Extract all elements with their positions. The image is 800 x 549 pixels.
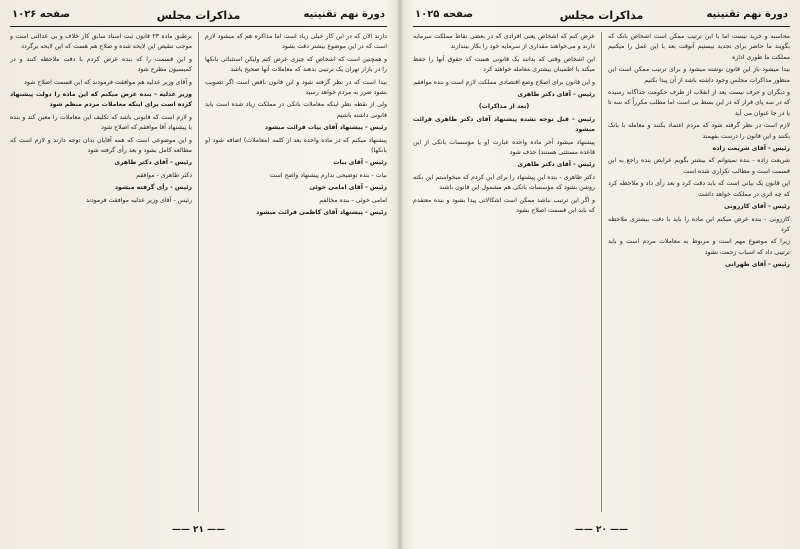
paragraph: و این قانون برای اصلاح وضع اقتصادی مملکت لازم است و بنده موافقم: [413, 78, 595, 86]
page-label: صفحه ۱۰۲۵: [415, 9, 474, 20]
journal-title: دورة نهم تقنینیه: [303, 9, 385, 20]
speaker-line: وزیر عدلیه - بنده عرض میکنم که این ماده را دولت پیشنهاد کرده است برای اینکه معاملات مردم منظم شود: [10, 91, 192, 109]
paragraph: شریعت زاده - بنده نمیتوانم که بیشتر بگویم عرایض بنده راجع به این قسمت است و مطالب تکراری شده است: [608, 157, 790, 175]
paragraph: دارند الان که در این کار خیلی زیاد است اما مذاکره هم که میشود لازم است که در این موضوع بیشتر دقت بشود: [205, 33, 387, 51]
paragraph: و اگر این ترتیب نباشد ممکن است اشکالاتی پیدا بشود و بنده معتقدم که باید این قسمت اصلاح بشود: [413, 196, 595, 215]
paragraph: عرض کنم که اشخاص یعنی افرادی که در بعضی نقاط مملکت سرمایه دارند و می‌خواهند مقداری از سرمایه خود را بکار بیندازند: [413, 33, 595, 51]
paragraph: این قانون یک بیانی است که باید دقت کرد و بعد رأی داد و ملاحظه کرد که چه اثری در مملکت خواهد داشت: [608, 180, 790, 198]
right-page-header: [415, 9, 788, 27]
right-page-column-right: [608, 32, 790, 514]
speaker-line: رئیس - آقای دکتر طاهری: [517, 161, 595, 169]
speaker-line: رئیس - آقای دکتر طاهری: [517, 91, 595, 99]
speaker-line: رئیس - آقای دکتر طاهری: [114, 159, 192, 167]
header-rule: [10, 26, 387, 27]
paragraph: بیدا است که در نظر گرفته شود و این قانون ناقص است اگر تصویب بشود ضرر به مردم خواهد رسید: [205, 78, 387, 97]
paragraph: بیدا میشود باز این قانون نوشته میشود و برای ترتیب ممکن است این منظور مذاکرات مجلس وجود داشته باشد از آن پیدا بکنیم: [608, 66, 790, 84]
left-page-column-right: [205, 32, 387, 514]
paragraph: زیرا که موضوع مهم است و مربوط به معاملات مردم است و باید ترتیبی داد که اسباب زحمت نشود: [608, 238, 790, 256]
paragraph: و آقای وزیر عدلیه هم موافقت فرمودند که این قسمت اصلاح شود: [24, 78, 192, 86]
paragraph: ولی از نقطه نظر اینکه معاملات بانکی در مملکت زیاد شده است باید قانونی داشته باشیم: [205, 101, 387, 119]
page-title: مذاکرات مجلس: [559, 9, 644, 22]
page-label: صفحه ۱۰۲۶: [12, 9, 71, 20]
paragraph: پیشنهاد میشود آخر ماده واحده عبارت (و یا مؤسسات بانکی از این قاعده مستثنی هستند) حذف شود: [413, 138, 595, 157]
speaker-line: رئیس - آقای طهرانی: [725, 261, 790, 269]
speaker-line: رئیس - آقای شریعت زاده: [712, 145, 790, 153]
paragraph: و لازم است که قانونی باشد که تکلیف این معاملات را معین کند و بنده با پیشنهاد آقا موافقم که اصلاح شود: [10, 113, 192, 132]
speaker-line: رئیس - پیشنهاد آقای کاظمی قرائت میشود: [256, 209, 387, 217]
journal-title: دورة نهم تقنينیه: [706, 9, 788, 20]
right-page-column-left: [413, 32, 595, 514]
paragraph: این اشخاص وقتی که بدانند یک قانونی هست که حقوق آنها را حفظ میکند با اطمینان بیشتری معامله خواهند کرد: [413, 55, 595, 74]
page-footer: —— ۲۱ ——: [171, 525, 226, 535]
paragraph: بیات - بنده توضیحی ندارم پیشنهاد واضح است: [269, 171, 387, 179]
paragraph: و دیگران و حرف نیست بعد از انقلاب از طرف حکومت جداگانه رسیده که در سه پای قرار که در این بسط بی است اما مطلب مکرراً که سه تا یا در جا عنوان می آید: [608, 89, 790, 117]
speaker-line: رئیس - آقای امامی خوئی: [309, 184, 387, 192]
paragraph: و همچنین است که اشخاص که چیزی عرض کنم ولیکن استثنائی بانکها را در بازار تهران یک ترتیبی بدهند که معاملات آنها صحیح باشد: [205, 55, 387, 74]
page-number: ۲۱: [193, 525, 204, 535]
header-rule: [413, 26, 790, 27]
paragraph: و این قسمت را که بنده عرض کردم با دقت ملاحظه کنند و در کمیسیون مطرح شود: [10, 55, 192, 74]
speaker-line: رئیس - رأی گرفته میشود: [114, 184, 192, 192]
parenthetical-note: (بعد از مذاکرات): [478, 103, 530, 111]
column-divider: [601, 32, 602, 512]
right-page: [403, 0, 800, 549]
paragraph: محاسبه و خرید نیست اما با این ترتیب ممکن است اشخاص بانک که بگویند ما حاضر برای تجدید نیستیم آنوقت بعد با این عمل را میکنیم مملکت ما طوری اداره: [608, 33, 790, 61]
left-page-column-left: [10, 32, 192, 514]
speaker-line: رئیس - پیشنهاد آقای بیات قرائت میشود: [264, 124, 387, 132]
paragraph: کازرونی - بنده عرض میکنم این ماده را باید با دقت بیشتری ملاحظه کرد: [608, 215, 790, 233]
paragraph: دکتر طاهری - بنده این پیشنهاد را برای این کردم که میخواستم این نکته روشن بشود که مؤسسات بانکی هم مشمول این قانون باشند: [413, 173, 595, 192]
column-divider: [198, 32, 199, 512]
page-footer: —— ۲۰ ——: [574, 525, 629, 535]
paragraph: لازم است در نظر گرفته شود که مردم اعتماد بکنند و معامله با بانک بکنند و این قانون را درست بفهمند: [608, 122, 790, 140]
paragraph: دکتر طاهری - موافقم: [136, 171, 192, 179]
paragraph: پیشنهاد میکنم که در ماده واحده بعد از کلمه (معاملات) اضافه شود (و بانکها): [205, 136, 387, 155]
speaker-line: رئیس - آقای کازرونی: [724, 203, 790, 211]
speaker-line: رئیس - آقای بیات: [333, 159, 387, 167]
speaker-line: رئیس - قبل توجه نشده پیشنهاد آقای دکتر طاهری قرائت میشود: [413, 115, 595, 134]
left-page: [0, 0, 397, 549]
page-number: ۲۰: [596, 525, 607, 535]
paragraph: امامی خوئی - بنده مخالفم: [319, 196, 387, 204]
left-page-header: [12, 9, 385, 27]
paragraph: و این موضوعی است که همه آقایان بدان توجه دارند و لازم است که مطالعه کامل بشود و بعد رأی گرفته شود: [10, 136, 192, 155]
paragraph: برطبق ماده ۲۳ قانون ثبت اسناد سابق کار خلاف و بی عدالتی است و موجب تنقیص این لایحه شده و صلاح هم هست که این لایحه برگردد: [10, 33, 192, 51]
page-title: مذاکرات مجلس: [156, 9, 241, 22]
paragraph: رئیس - آقای وزیر عدلیه موافقت فرمودند: [85, 196, 192, 204]
